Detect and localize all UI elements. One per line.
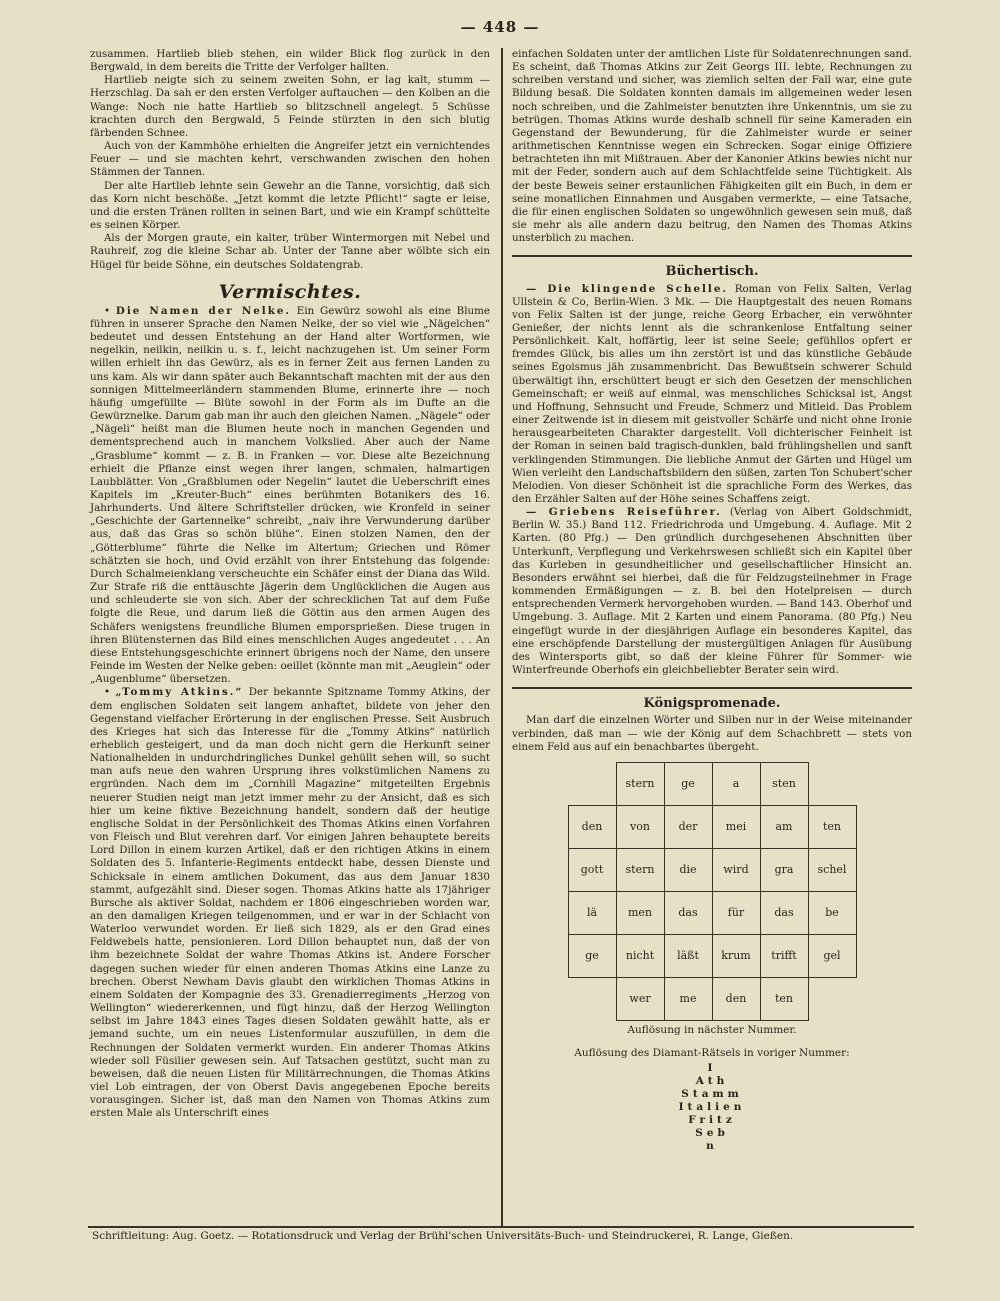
right-column [512,48,912,1153]
page-number: — 448 — [460,18,540,36]
grid-cell: gra [760,848,808,891]
story-paragraph: Der alte Hartlieb lehnte sein Gewehr an die Tanne, vorsichtig, daß sich das Korn nicht beschöße. „Jetzt kommt die letzte Pflicht!“ sagte er leise, und die ersten Tränen rollten in seinen Bart, und wie ein Krampf schüttelte es seinen Körper. [90,179,490,232]
grid-cell: trifft [760,934,808,977]
puzzle-grid [568,762,857,1021]
article-nelke: • Die Namen der Nelke. Ein Gewürz sowohl als eine Blume führen in unserer Sprache den Namen Nelke, der so viel wie „Nägelchen“ bedeutet und dessen Entstehung an der Hand alter Wortformen, wie negelkin, neilkin, neilkin u. s. f., leicht nachzugehen ist. Um seiner Form willen erhielt ihn das Gewürz, als es in ferner Zeit aus fernen Landen zu uns kam. Als wir dann später auch Bekanntschaft machten mit der aus den sonnigen Mittelmeerländern stammenden Blume, erinnerte ihre — noch häufig umgefüllte — Blüte sowohl in der Form als im Dufte an die Gewürznelke. Darum gab man ihr auch den gleichen Namen. „Nägele“ oder „Nägeli“ heißt man die Blumen heute noch in manchen Gegenden und dementsprechend auch in manchem Volkslied. Aber auch der Name „Grasblume“ kommt — z. B. in Franken — vor. Diese alte Bezeichnung erhielt die Pflanze einst wegen ihrer langen, schmalen, halmartigen Laubblätter. Von „Graßblumen oder Negelin“ lautet die Ueberschrift eines Kapitels im „Kreuter-Buch“ eines berühmten Botanikers des 16. Jahrhunderts. Und ältere Schriftsteller drücken, wie Kronfeld in seiner „Geschichte der Gartennelke“ schreibt, „naiv ihre Verwunderung darüber aus, daß das Gras so schön blühe“. Einen stolzen Namen, den der „Götterblume“ führte die Nelke im Altertum; Griechen und Römer schätzten sie hoch, und Ovid erzählt von ihrer Entstehung das folgende: Durch Schalmeienklang verscheuchte ein Schäfer einst der Diana das Wild. Zur Strafe riß die enttäuschte Jägerin dem Unglücklichen die Augen aus und schleuderte sie von sich. Aber der schrecklichen Tat auf dem Fuße folgte die Reue, und darum ließ die Göttin aus den armen Augen des Schäfers wenigstens freundliche Blumen emporsprießen. Diese trugen in ihren Blütensternen das Bild eines menschlichen Auges angedeutet . . . An diese Entstehungsgeschichte erinnert übrigens noch der Name, den unsere Feinde im Westen der Nelke geben: oeillet (könnte man mit „Aeuglein“ oder „Augenblume“ übersetzen. [90,304,490,686]
story-paragraph: Hartlieb neigte sich zu seinem zweiten Sohn, er lag kalt, stumm — Herzschlag. Da sah er den ersten Verfolger auftauchen — den Kolben an die Wange: Noch nie hatte Hartlieb so blitzschnell angelegt. 5 Schüsse krachten durch den Bergwald, 5 Feinde stürzten in den sich blutig färbenden Schnee. [90,74,490,139]
grid-cell: mei [712,805,760,848]
grid-cell: läßt [664,934,712,977]
grid-cell: wird [712,848,760,891]
grid-cell-empty [568,977,616,1020]
grid-row [568,934,856,977]
story-paragraph: zusammen. Hartlieb blieb stehen, ein wilder Blick flog zurück in den Bergwald, in dem bereits die Tritte der Verfolger hallten. [90,48,490,74]
article-body-nelke: Ein Gewürz sowohl als eine Blume führen in unserer Sprache den Namen Nelke, der so viel wie „Nägelchen“ bedeutet und dessen Entstehung an der Hand alter Wortformen, wie negelkin, neilkin, neilkin u. s. f., leicht nachzugehen ist. Um seiner Form willen erhielt ihn das Gewürz, als es in ferner Zeit aus fernen Landen zu uns kam. Als wir dann später auch Bekanntschaft machten mit der aus den sonnigen Mittelmeerländern stammenden Blume, erinnerte ihre — noch häufig umgefüllte — Blüte sowohl in der Form als im Dufte an die Gewürznelke. Darum gab man ihr auch den gleichen Namen. „Nägele“ oder „Nägeli“ heißt man die Blumen heute noch in manchen Gegenden und dementsprechend auch in manchem Volkslied. Aber auch der Name „Grasblume“ kommt — z. B. in Franken — vor. Diese alte Bezeichnung erhielt die Pflanze einst wegen ihrer langen, schmalen, halmartigen Laubblätter. Von „Graßblumen oder Negelin“ lautet die Ueberschrift eines Kapitels im „Kreuter-Buch“ eines berühmten Botanikers des 16. Jahrhunderts. Und ältere Schriftsteller drücken, wie Kronfeld in seiner „Geschichte der Gartennelke“ schreibt, „naiv ihre Verwunderung darüber aus, daß das Gras so schön blühe“. Einen stolzen Namen, den der „Götterblume“ führte die Nelke im Altertum; Griechen und Römer schätzten sie hoch, und Ovid erzählt von ihrer Entstehung das folgende: Durch Schalmeienklang verscheuchte ein Schäfer einst der Diana das Wild. Zur Strafe riß die enttäuschte Jägerin dem Unglücklichen die Augen aus und schleuderte sie von sich. Aber der schrecklichen Tat auf dem Fuße folgte die Reue, und darum ließ die Göttin aus den armen Augen des Schäfers wenigstens freundliche Blumen emporsprießen. Diese trugen in ihren Blütensternen das Bild eines menschlichen Auges angedeutet . . . An diese Entstehungsgeschichte erinnert übrigens noch der Name, den unsere Feinde im Westen der Nelke geben: oeillet (könnte man mit „Aeuglein“ oder „Augenblume“ übersetzen. [90,304,490,686]
section-heading-koenigspromenade: Königspromenade. [643,696,781,712]
grid-cell-empty [808,762,856,805]
grid-cell: gel [808,934,856,977]
diamond-line: Seb [695,1127,729,1140]
grid-row [568,977,856,1020]
grid-cell-empty [808,977,856,1020]
diamond-line: Fritz [688,1114,736,1127]
left-column [90,48,490,1121]
column-divider [501,48,503,1226]
grid-cell: von [616,805,664,848]
footer-rule [88,1226,914,1228]
grid-cell: gott [568,848,616,891]
book-review-schelle [512,283,912,507]
grid-cell: schel [808,848,856,891]
article-title-nelke: Die Namen der Nelke. [115,304,291,317]
grid-row [568,848,856,891]
grid-cell: stern [616,848,664,891]
grid-cell: das [760,891,808,934]
section-divider [512,255,912,257]
story-paragraph: Auch von der Kammhöhe erhielten die Angreifer jetzt ein vernichtendes Feuer — und sie machten kehrt, verschwanden zwischen den hohen Stämmen der Tannen. [90,140,490,179]
diamond-line: I [707,1062,717,1075]
grid-cell: ten [760,977,808,1020]
diamond-line: Stamm [681,1088,743,1101]
diamond-line: Italien [678,1101,746,1114]
grid-cell: me [664,977,712,1020]
imprint-footer: Schriftleitung: Aug. Goetz. — Rotationsdruck und Verlag der Brühl'schen Universitäts-Buch- und Steindruckerei, R. Lange, Gießen. [92,1230,794,1242]
story-paragraph: Als der Morgen graute, ein kalter, trüber Wintermorgen mit Nebel und Rauhreif, zog die kleine Schar ab. Unter der Tanne aber wölbte sich ein Hügel für beide Söhne, ein deutsches Soldatengrab. [90,232,490,271]
grid-cell: ten [808,805,856,848]
grid-cell: den [712,977,760,1020]
grid-cell: die [664,848,712,891]
article-atkins: • „Tommy Atkins.“ Der bekannte Spitzname Tommy Atkins, der dem englischen Soldaten seit langem anhaftet, bildete von jeher den Gegenstand vielfacher Erörterung in der englischen Presse. Seit Ausbruch des Krieges hat sich das Interesse für die „Tommy Atkins“ natürlich erheblich gesteigert, und da man doch nicht gern die Herkunft seiner Nationalhelden in undurchdringliches Dunkel gehüllt sehen will, so sucht man aufs neue den wahren Ursprung ihres volkstümlichen Namens zu ergründen. Nach dem im „Cornhill Magazine“ mitgeteilten Ergebnis neuerer Studien neigt man jetzt immer mehr zu der Ansicht, daß es sich hier um keine fiktive Bezeichnung handelt, sondern daß der heutige englische Soldat in der Persönlichkeit des Thomas Atkins einen Vorfahren von Fleisch und Blut verehren darf. Vor einigen Jahren behauptete bereits Lord Dillon in einem kurzen Artikel, daß er den richtigen Atkins in einem Soldaten des 5. Infanterie-Regiments entdeckt habe, dessen Dienste und Schicksale in einem amtlichen Dokument, das aus dem Januar 1830 stammt, aufgezählt sind. Dieser sogen. Thomas Atkins hatte als 17jähriger Bursche als aktiver Soldat, nachdem er 1806 eingeschrieben worden war, an den damaligen Kriegen teilgenommen, und er war in der Schlacht von Waterloo verwundet worden. Er ließ sich 1829, als er den Grad eines Feldwebels hatte, pensionieren. Lord Dillon behauptet nun, daß der von ihm bezeichnete Soldat der wahre Thomas Atkins ist. Andere Forscher dagegen suchen wieder für einen anderen Thomas Atkins eine Lanze zu brechen. Oberst Newham Davis glaubt den wirklichen Thomas Atkins in einem Soldaten der Kompagnie des 33. Grenadierregiments „Herzog von Wellington“ wiedererkennen, und fügt hinzu, daß der Herzog Wellington selbst im Jahre 1843 eines Tages diesen Soldaten gewählt hatte, als er jemand suchte, um ein neues Listenformular auszufüllen, in dem die Rechnungen der Soldaten vermerkt wurden. Ein anderer Thomas Atkins wieder soll Füsilier gewesen sein. Auf Tatsachen gestützt, sucht man zu beweisen, daß die neuen Listen für Militärrechnungen, die Thomas Atkins viel Lob eintragen, der von Oberst Davis angegebenen Epoche bereits vorausgingen. Sicher ist, daß man den Namen von Thomas Atkins zum ersten Male als Unterschrift eines [90,686,490,1120]
grid-cell: das [664,891,712,934]
diamond-solution [512,1062,912,1153]
grid-cell: krum [712,934,760,977]
grid-cell: be [808,891,856,934]
grid-cell-empty [568,762,616,805]
diamond-line: n [706,1140,718,1153]
grid-row [568,805,856,848]
book-review-grieben [512,506,912,677]
grid-row [568,762,856,805]
book-title-schelle: — Die klingende Schelle. [526,282,728,295]
grid-cell: für [712,891,760,934]
book-text-schelle: Roman von Felix Salten, Verlag Ullstein & Co, Berlin-Wien. 3 Mk. — Die Hauptgestalt des neuen Romans von Felix Salten ist der junge, reiche Georg Erbacher, ein verwöhnter Genießer, der nichts lennt als die schrankenlose Entfaltung seiner Persönlichkeit. Kalt, hoffärtig, leer ist seine Seele; gefühllos opfert er fremdes Glück, bis alles um ihn zerstört ist und das künstliche Gebäude seines Egoismus jäh zusammenbricht. Das Bewußtsein schwerer Schuld überwältigt ihn, erschüttert beugt er sich den Gesetzen der menschlichen Gemeinschaft; er weiß auf einmal, was menschliches Schicksal ist, Angst und Hoffnung, Sehnsucht und Freude, Schmerz und Mitleid. Das Problem einer Zeitwende ist in diesem mit geistvoller Schärfe und nicht ohne Ironie herausgearbeiteten Charakter dargestellt. Voll dichterischer Feinheit ist der Roman in seinen bald tragisch-dunklen, bald frühlingshellen und sanft verklingenden Stimmungen. Die liebliche Anmut der Gärten und Hügel um Wien verleiht den Landschaftsbildern den süßen, zarten Ton Schubert'scher Melodien. Von dieser Schönheit ist die sprachliche Form des Werkes, das den Erzähler Salten auf der Höhe seines Schaffens zeigt. [512,282,912,505]
puzzle-instructions: Man darf die einzelnen Wörter und Silben nur in der Weise miteinander verbinden, daß man — wie der König auf dem Schachbrett — stets von einem Feld aus auf ein benachbartes übergeht. [512,714,912,753]
article-body-atkins: Der bekannte Spitzname Tommy Atkins, der dem englischen Soldaten seit langem anhaftet, bildete von jeher den Gegenstand vielfacher Erörterung in der englischen Presse. Seit Ausbruch des Krieges hat sich das Interesse für die „Tommy Atkins“ natürlich erheblich gesteigert, und da man doch nicht gern die Herkunft seiner Nationalhelden in undurchdringliches Dunkel gehüllt sehen will, so sucht man aufs neue den wahren Ursprung ihres volkstümlichen Namens zu ergründen. Nach dem im „Cornhill Magazine“ mitgeteilten Ergebnis neuerer Studien neigt man jetzt immer mehr zu der Ansicht, daß es sich hier um keine fiktive Bezeichnung handelt, sondern daß der heutige englische Soldat in der Persönlichkeit des Thomas Atkins einen Vorfahren von Fleisch und Blut verehren darf. Vor einigen Jahren behauptete bereits Lord Dillon in einem kurzen Artikel, daß er den richtigen Atkins in einem Soldaten des 5. Infanterie-Regiments entdeckt habe, dessen Dienste und Schicksale in einem amtlichen Dokument, das aus dem Januar 1830 stammt, aufgezählt sind. Dieser sogen. Thomas Atkins hatte als 17jähriger Bursche als aktiver Soldat, nachdem er 1806 eingeschrieben worden war, an den damaligen Kriegen teilgenommen, und er war in der Schlacht von Waterloo verwundet worden. Er ließ sich 1829, als er den Grad eines Feldwebels hatte, pensionieren. Lord Dillon behauptet nun, daß der von ihm bezeichnete Soldat der wahre Thomas Atkins ist. Andere Forscher dagegen suchen wieder für einen anderen Thomas Atkins eine Lanze zu brechen. Oberst Newham Davis glaubt den wirklichen Thomas Atkins in einem Soldaten der Kompagnie des 33. Grenadierregiments „Herzog von Wellington“ wiedererkennen, und fügt hinzu, daß der Herzog Wellington selbst im Jahre 1843 eines Tages diesen Soldaten gewählt hatte, als er jemand suchte, um ein neues Listenformular auszufüllen, in dem die Rechnungen der Soldaten vermerkt wurden. Ein anderer Thomas Atkins wieder soll Füsilier gewesen sein. Auf Tatsachen gestützt, sucht man zu beweisen, daß die neuen Listen für Militärrechnungen, die Thomas Atkins viel Lob eintragen, der von Oberst Davis angegebenen Epoche bereits vorausgingen. Sicher ist, daß man den Namen von Thomas Atkins zum ersten Male als Unterschrift eines [90,686,490,1120]
section-heading-vermischtes: Vermischtes. [218,280,362,303]
section-heading-buechertisch: Büchertisch. [665,264,759,280]
grid-cell: wer [616,977,664,1020]
grid-cell: sten [760,762,808,805]
grid-cell: men [616,891,664,934]
article-title-atkins: „Tommy Atkins.“ [115,686,244,699]
grid-row [568,891,856,934]
grid-cell: a [712,762,760,805]
book-title-grieben: — Griebens Reiseführer. [526,506,722,519]
article-atkins-continued: einfachen Soldaten unter der amtlichen Liste für Soldatenrechnungen sand. Es scheint, daß Thomas Atkins zur Zeit Georgs III. lebte, Rechnungen zu schreiben verstand und sicher, was ziemlich selten der Fall war, eine gute Bildung besaß. Die Soldaten konnten damals im allgemeinen weder lesen noch schreiben, und die Zahlmeister benutzten ihre Unkenntnis, um sie zu betrügen. Thomas Atkins wurde deshalb schnell für seine Kameraden ein Gegenstand der Bewunderung, für die Zahlmeister wurde er seiner arithmetischen Kenntnisse wegen ein Schrecken. Sogar einige Offiziere betrachteten ihn mit Mißtrauen. Aber der Kanonier Atkins bewies nicht nur mit der Feder, sondern auch auf dem Schlachtfelde seine Tüchtigkeit. Als der beste Beweis seiner erstaunlichen Fähigkeiten gilt ein Buch, in dem er seine monatlichen Einnahmen und Ausgaben vermerkte, — eine Tatsache, die für einen englischen Soldaten so ungewöhnlich gewesen sein muß, daß sie mehr als alle andern dazu beitrug, den Namen des Thomas Atkins unsterblich zu machen. [512,48,912,245]
puzzle-caption: Auflösung in nächster Nummer. [627,1023,797,1036]
grid-cell: ge [568,934,616,977]
grid-cell: ge [664,762,712,805]
grid-cell: der [664,805,712,848]
grid-cell: den [568,805,616,848]
grid-cell: lä [568,891,616,934]
grid-cell: nicht [616,934,664,977]
grid-cell: am [760,805,808,848]
diamond-line: Ath [695,1075,729,1088]
solution-title: Auflösung des Diamant-Rätsels in voriger Nummer: [574,1046,850,1059]
section-divider [512,687,912,689]
grid-cell: stern [616,762,664,805]
book-text-grieben: (Verlag von Albert Goldschmidt, Berlin W. 35.) Band 112. Friedrichroda und Umgebung. 4. Auflage. Mit 2 Karten. (80 Pfg.) — Den gründlich durchgesehenen Abschnitten über Unterkunft, Verpflegung und Verkehrswesen schließt sich ein Kapitel über das Kurleben in gesundheitlicher und gesellschaftlicher Hinsicht an. Besonders erwähnt sei hierbei, daß die für Feldzugsteilnehmer in Frage kommenden Ermäßigungen — z. B. bei den Hotelpreisen — durch entsprechenden Vermerk hervorgehoben wurden. — Band 143. Oberhof und Umgebung. 3. Auflage. Mit 2 Karten und einem Panorama. (80 Pfg.) Neu eingefügt wurde in der diesjährigen Auflage ein besonderes Kapitel, das eine erschöpfende Darstellung der mustergültigen Anlagen für Ausübung des Wintersports gibt, so daß der kleine Führer für Sommer- wie Winterfreunde Oberhofs ein gleichbeliebter Berater sein wird. [512,506,912,677]
